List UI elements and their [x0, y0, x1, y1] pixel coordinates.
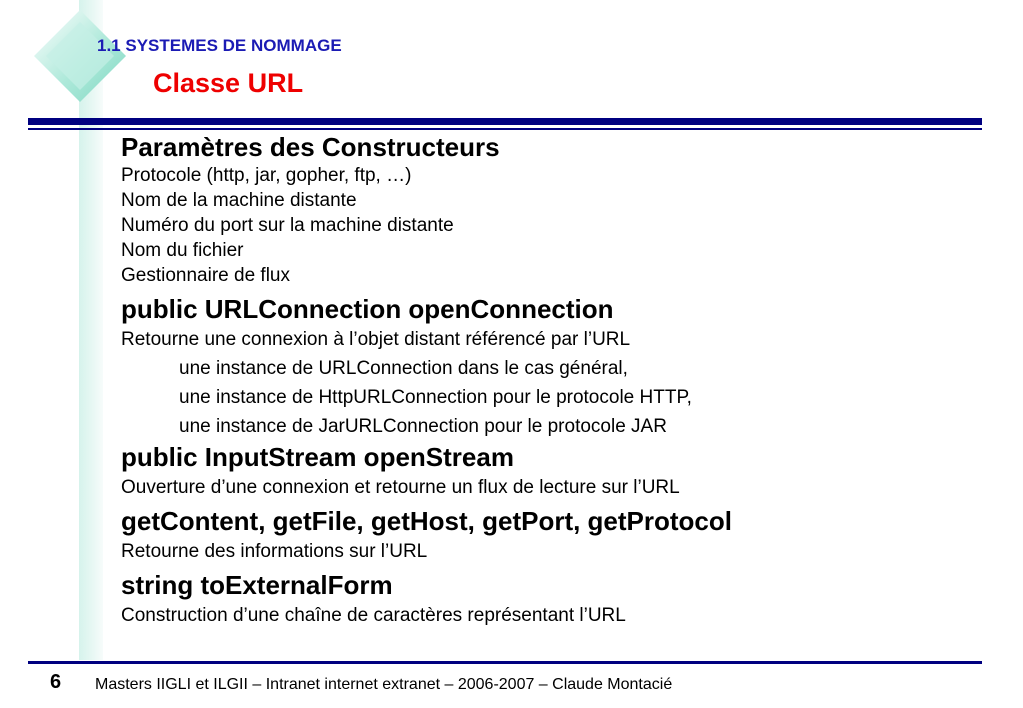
open-connection-item-http: une instance de HttpURLConnection pour le protocole HTTP, — [179, 387, 692, 408]
constructor-param-protocol: Protocole (http, jar, gopher, ftp, …) — [121, 165, 412, 186]
constructors-heading: Paramètres des Constructeurs — [121, 132, 500, 162]
open-stream-description: Ouverture d’une connexion et retourne un flux de lecture sur l’URL — [121, 477, 680, 498]
constructor-param-host: Nom de la machine distante — [121, 190, 357, 211]
getters-description: Retourne des informations sur l’URL — [121, 541, 428, 562]
section-heading: 1.1 SYSTEMES DE NOMMAGE — [97, 36, 342, 55]
footer-text: Masters IIGLI et ILGII – Intranet internet extranet – 2006-2007 – Claude Montacié — [95, 676, 673, 693]
open-connection-heading: public URLConnection openConnection — [121, 294, 614, 324]
to-external-form-description: Construction d’une chaîne de caractères représentant l’URL — [121, 605, 626, 626]
footer-rule — [28, 661, 982, 664]
open-stream-heading: public InputStream openStream — [121, 442, 514, 472]
diamond-logo-icon — [32, 8, 128, 104]
constructor-param-handler: Gestionnaire de flux — [121, 265, 290, 286]
page-number: 6 — [50, 671, 62, 693]
constructor-param-file: Nom du fichier — [121, 240, 244, 261]
open-connection-item-jar: une instance de JarURLConnection pour le protocole JAR — [179, 416, 667, 437]
to-external-form-heading: string toExternalForm — [121, 570, 393, 600]
header-rule-thick — [28, 118, 982, 125]
slide-body — [121, 131, 1001, 630]
open-connection-item-urlconnection: une instance de URLConnection dans le cas général, — [179, 358, 628, 379]
constructor-param-port: Numéro du port sur la machine distante — [121, 215, 454, 236]
open-connection-description: Retourne une connexion à l’objet distant référencé par l’URL — [121, 329, 631, 350]
slide-title: Classe URL — [153, 68, 304, 98]
getters-heading: getContent, getFile, getHost, getPort, getProtocol — [121, 506, 732, 536]
header-rule-thin — [28, 128, 982, 130]
